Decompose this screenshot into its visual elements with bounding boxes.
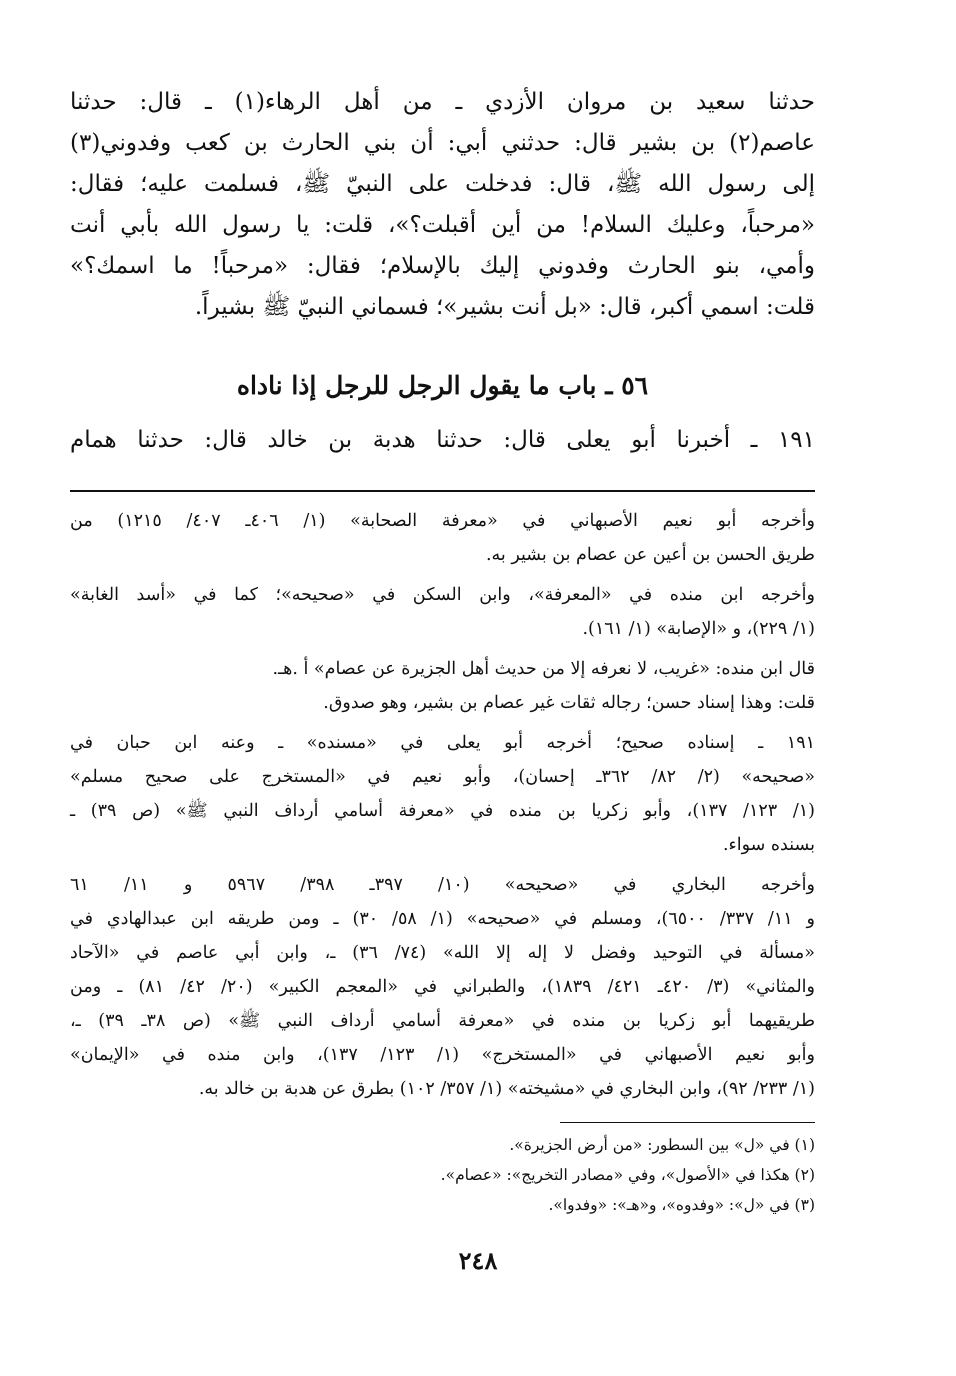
- footnotes: [70, 1130, 815, 1220]
- chapter-heading: ٥٦ ـ باب ما يقول الرجل للرجل إذا ناداه: [236, 371, 649, 400]
- page-number: ٢٤٨: [458, 1246, 498, 1275]
- note-line: (١/ ٢٢٩)، و «الإصابة» (١/ ١٦١).: [582, 619, 815, 639]
- text-line: عاصم(٢) بن بشير قال: حدثني أبي: أن بني الحارث بن كعب وفدوني(٣): [70, 130, 815, 156]
- text-line: «مرحباً، وعليك السلام! من أين أقبلت؟»، قلت: يا رسول الله بأبي أنت: [70, 212, 815, 238]
- footnote: (١) في «ل» بين السطور: «من أرض الجزيرة».: [509, 1136, 815, 1154]
- note-line: وأخرجه ابن منده في «المعرفة»، وابن السكن في «صحيحه»؛ كما في «أسد الغابة»: [70, 585, 815, 605]
- text-line: إلى رسول الله ﷺ، قال: فدخلت على النبيّ ﷺ، فسلمت عليه؛ فقال:: [70, 171, 815, 197]
- text-line: حدثنا سعيد بن مروان الأزدي ـ من أهل الرهاء(١) ـ قال: حدثنا: [70, 89, 815, 115]
- text-line: ١٩١ ـ أخبرنا أبو يعلى قال: حدثنا هدبة بن خالد قال: حدثنا همام: [70, 427, 815, 453]
- note-line: قال ابن منده: «غريب، لا نعرفه إلا من حديث أهل الجزيرة عن عصام» أ .هـ.: [272, 659, 815, 679]
- text-line: وأمي، بنو الحارث وفدوني إليك بالإسلام؛ فقال: «مرحباً! ما اسمك؟»: [70, 253, 815, 279]
- footnote: (٣) في «ل»: «وفدوه»، و«هـ»: «وفدوا».: [548, 1196, 815, 1214]
- text-line: قلت: اسمي أكبر، قال: «بل أنت بشير»؛ فسماني النبيّ ﷺ بشيراً.: [194, 294, 815, 320]
- hadith-text: [70, 82, 815, 328]
- footnote-divider: [560, 1122, 815, 1123]
- note-line: وأبو نعيم الأصبهاني في «المستخرج» (١/ ١٢٣/ ١٣٧)، وابن منده في «الإيمان»: [70, 1045, 815, 1065]
- note-line: والمثاني» (٣/ ٤٢٠ـ ٤٢١/ ١٨٣٩)، والطبراني في «المعجم الكبير» (٢٠/ ٤٢/ ٨١) ـ ومن: [70, 977, 815, 997]
- note-line: بسنده سواء.: [722, 835, 815, 855]
- note-line: قلت: وهذا إسناد حسن؛ رجاله ثقات غير عصام بن بشير، وهو صدوق.: [323, 693, 815, 713]
- note-line: طريق الحسن بن أعين عن عصام بن بشير به.: [485, 545, 815, 565]
- note-line: طريقيهما أبو زكريا بن منده في «معرفة أسامي أرداف النبي ﷺ» (ص ٣٨ـ ٣٩) ـ،: [70, 1011, 815, 1031]
- note-line: و ١١/ ٣٣٧/ ٦٥٠٠)، ومسلم في «صحيحه» (١/ ٥٨/ ٣٠) ـ ومن طريقه ابن عبدالهادي في: [70, 909, 815, 929]
- hadith-191-opening: [70, 420, 815, 461]
- section-divider: [70, 490, 815, 492]
- note-line: (١/ ٢٣٣/ ٩٢)، وابن البخاري في «مشيخته» (١/ ٣٥٧/ ١٠٢) بطرق عن هدبة بن خالد به.: [198, 1079, 815, 1099]
- takhrij-notes: [70, 504, 815, 1106]
- note-line: ١٩١ ـ إسناده صحيح؛ أخرجه أبو يعلى في «مسنده» ـ وعنه ابن حبان في: [70, 733, 815, 753]
- note-line: «صحيحه» (٢/ ٨٢/ ٣٦٢ـ إحسان)، وأبو نعيم في «المستخرج على صحيح مسلم»: [70, 767, 815, 787]
- note-line: (١/ ١٢٣/ ١٣٧)، وأبو زكريا بن منده في «معرفة أسامي أرداف النبي ﷺ» (ص ٣٩) ـ: [70, 801, 815, 821]
- note-line: وأخرجه البخاري في «صحيحه» (١٠/ ٣٩٧ـ ٣٩٨/ ٥٩٦٧ و ١١/ ٦١: [70, 875, 815, 895]
- note-line: وأخرجه أبو نعيم الأصبهاني في «معرفة الصحابة» (١/ ٤٠٦ـ ٤٠٧/ ١٢١٥) من: [70, 511, 815, 531]
- footnote: (٢) هكذا في «الأصول»، وفي «مصادر التخريج»: «عصام».: [440, 1166, 815, 1184]
- note-line: «مسألة في التوحيد وفضل لا إله إلا الله» (٧٤/ ٣٦) ـ، وابن أبي عاصم في «الآحاد: [70, 943, 815, 963]
